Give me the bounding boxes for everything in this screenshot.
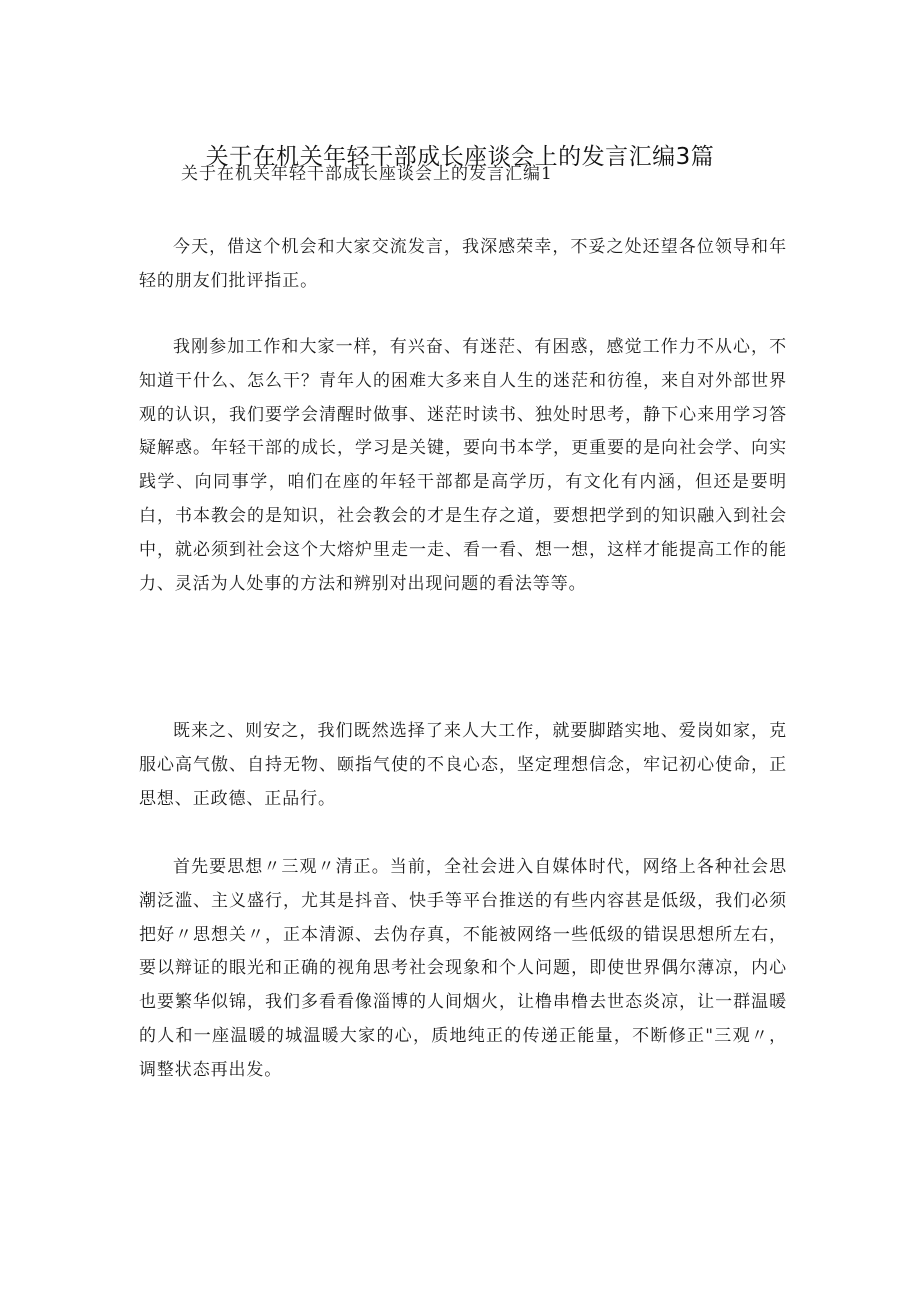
paragraph-commitment: 既来之、则安之，我们既然选择了来人大工作，就要脚踏实地、爱岗如家，克服心高气傲、自持无物、颐指气使的不良心态，坚定理想信念，牢记初心使命，正思想、正政德、正品行。: [139, 721, 787, 809]
paragraph-learning: 我刚参加工作和大家一样，有兴奋、有迷茫、有困惑，感觉工作力不从心，不知道干什么、怎么干？青年人的困难大多来自人生的迷茫和彷徨，来自对外部世界观的认识，我们要学会清醒时做事、迷茫时读书、独处时思考，静下心来用学习答疑解惑。年轻干部的成长，学习是关键，要向书本学，更重要的是向社会学、向实践学、向同事学，咱们在座的年轻干部都是高学历，有文化有内涵，但还是要明白，书本教会的是知识，社会教会的才是生存之道，要想把学到的知识融入到社会中，就必须到社会这个大熔炉里走一走、看一看、想一想，这样才能提高工作的能力、灵活为人处事的方法和辨别对出现问题的看法等等。: [139, 337, 787, 594]
paragraph-three-views: 首先要思想〃三观〃清正。当前，全社会进入自媒体时代，网络上各种社会思潮泛滥、主义盛行，尤其是抖音、快手等平台推送的有些内容甚是低级，我们必须把好〃思想关〃，正本清源、去伪存真，不能被网络一些低级的错误思想所左右，要以辩证的眼光和正确的视角思考社会现象和个人问题，即使世界偶尔薄凉，内心也要繁华似锦，我们多看看像淄博的人间烟火，让橹串橹去世态炎凉，让一群温暖的人和一座温暖的城温暖大家的心，质地纯正的传递正能量，不断修正"三观〃，调整状态再出发。: [139, 857, 787, 1080]
section-subtitle: 关于在机关年轻干部成长座谈会上的发言汇编1: [181, 164, 553, 184]
document-title: 关于在机关年轻干部成长座谈会上的发言汇编3篇: [205, 144, 715, 170]
paragraph-opening: 今天，借这个机会和大家交流发言，我深感荣幸，不妥之处还望各位领导和年轻的朋友们批评指正。: [139, 237, 787, 291]
